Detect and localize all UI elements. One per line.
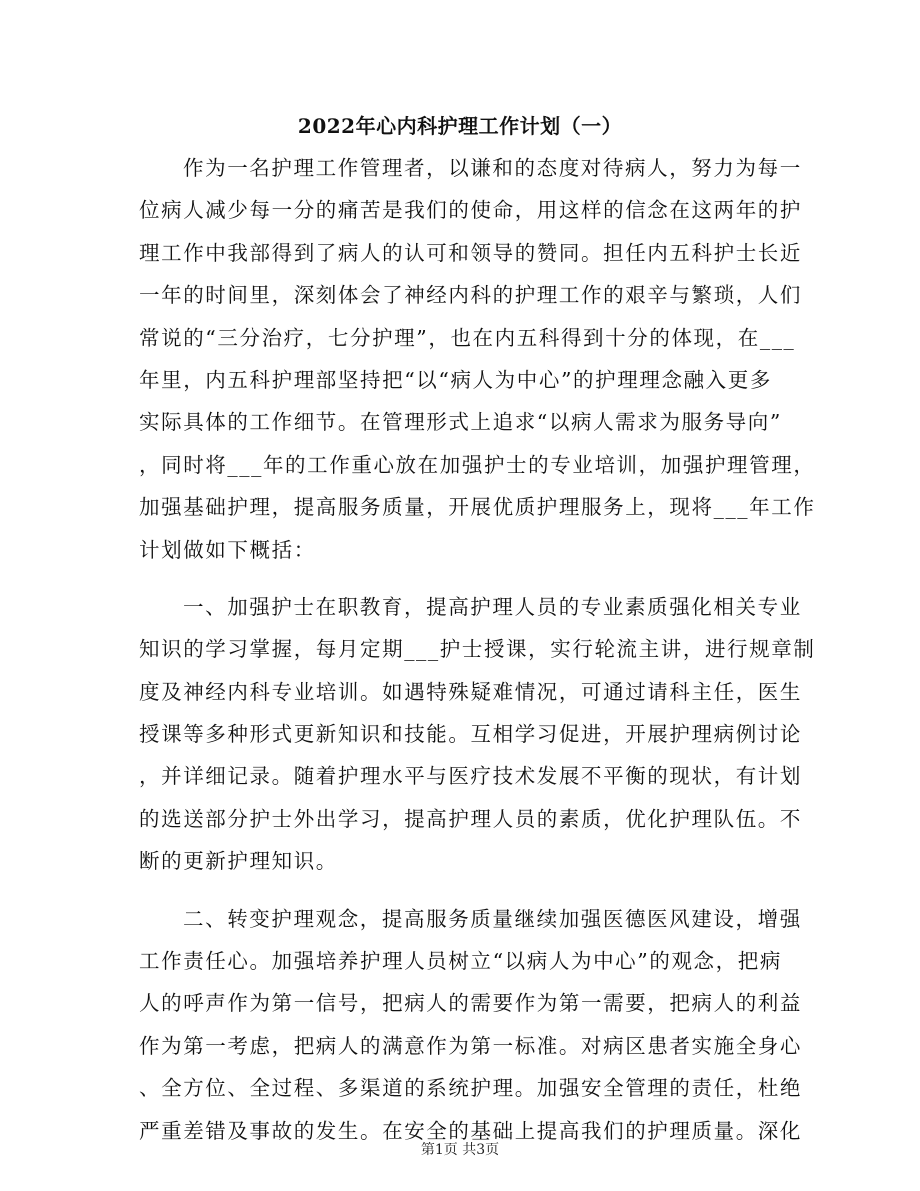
text-line: 二、转变护理观念，提高服务质量继续加强医德医风建设，增强 [183, 906, 802, 931]
text-line: 断的更新护理知识。 [139, 849, 338, 874]
text-line: 工作责任心。加强培养护理人员树立“以病人为中心”的观念，把病 [139, 949, 782, 974]
text-line: 严重差错及事故的发生。在安全的基础上提高我们的护理质量。深化 [139, 1118, 802, 1143]
text-line: 实际具体的工作细节。在管理形式上追求“以病人需求为服务导向” [139, 410, 782, 435]
text-line: 一、加强护士在职教育，提高护理人员的专业素质强化相关专业 [183, 594, 802, 619]
text-line: 加强基础护理，提高服务质量，开展优质护理服务上，现将___年工作 [139, 495, 816, 520]
text-line: 度及神经内科专业培训。如遇特殊疑难情况，可通过请科主任，医生 [139, 679, 802, 704]
text-line: 、全方位、全过程、多渠道的系统护理。加强安全管理的责任，杜绝 [139, 1076, 802, 1101]
text-line: ，并详细记录。随着护理水平与医疗技术发展不平衡的现状，有计划 [139, 764, 802, 789]
text-line: 的选送部分护士外出学习，提高护理人员的素质，优化护理队伍。不 [139, 806, 802, 831]
paragraph-1 [139, 147, 816, 571]
text-line: 作为一名护理工作管理者，以谦和的态度对待病人，努力为每一 [183, 156, 802, 180]
text-line: 理工作中我部得到了病人的认可和领导的赞同。担任内五科护士长近 [139, 240, 802, 265]
text-line: 年里，内五科护理部坚持把“以“病人为中心”的护理理念融入更多 [139, 367, 772, 392]
text-line: 位病人减少每一分的痛苦是我们的使命，用这样的信念在这两年的护 [139, 198, 802, 223]
text-line: 作为第一考虑，把病人的满意作为第一标准。对病区患者实施全身心 [139, 1033, 802, 1058]
paragraph-gap [139, 571, 799, 586]
paragraph-3 [139, 898, 802, 1152]
paragraph-2 [139, 586, 816, 883]
text-line: 知识的学习掌握，每月定期___护士授课，实行轮流主讲，进行规章制 [139, 637, 816, 662]
text-line: 授课等多种形式更新知识和技能。互相学习促进，开展护理病例讨论 [139, 722, 802, 747]
document-body [139, 147, 816, 1152]
text-line: 人的呼声作为第一信号，把病人的需要作为第一需要，把病人的利益 [139, 991, 802, 1016]
text-line: 一年的时间里，深刻体会了神经内科的护理工作的艰辛与繁琐，人们 [139, 283, 802, 308]
text-line: 常说的“三分治疗，七分护理”，也在内五科得到十分的体现，在___ [139, 325, 796, 350]
text-line: ，同时将___年的工作重心放在加强护士的专业培训，加强护理管理， [139, 452, 816, 477]
page-title: 2022年心内科护理工作计划（一） [297, 114, 623, 138]
text-line: 计划做如下概括： [139, 537, 316, 562]
paragraph-gap [139, 883, 799, 898]
page-footer: 第1页 共3页 [420, 1142, 500, 1158]
